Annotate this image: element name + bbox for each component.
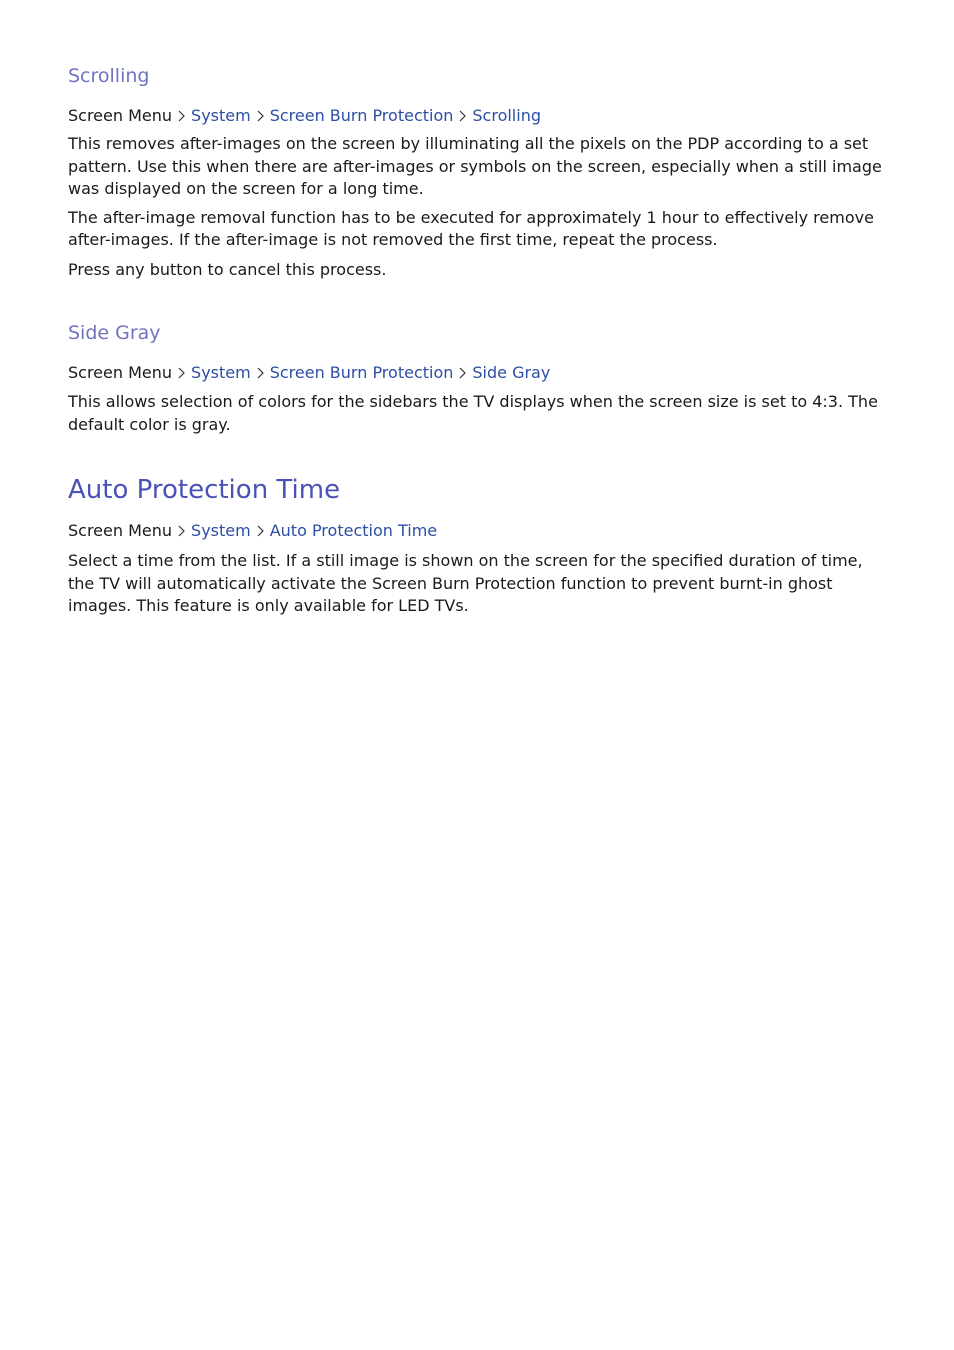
menu-path-link-auto-protection-time[interactable]: Auto Protection Time <box>269 521 438 540</box>
menu-path-link-screen-burn-protection[interactable]: Screen Burn Protection <box>269 363 454 382</box>
menu-path-link-system[interactable]: System <box>191 106 251 125</box>
section-auto-protection-time <box>68 474 888 618</box>
menu-path-link-screen-burn-protection[interactable]: Screen Burn Protection <box>269 106 454 125</box>
chevron-right-icon <box>177 367 186 379</box>
menu-path-root: Screen Menu <box>68 521 173 540</box>
chevron-right-icon <box>256 525 265 537</box>
paragraph: This removes after-images on the screen by illuminating all the pixels on the PDP according to a set pattern. Use this when there are after-images or symbols on the screen, especially when a still image was displayed on the screen for a long time. <box>68 134 882 198</box>
paragraph: This allows selection of colors for the sidebars the TV displays when the screen size is set to 4:3. The default color is gray. <box>68 392 878 434</box>
chevron-right-icon <box>458 110 467 122</box>
section-heading-auto-protection-time: Auto Protection Time <box>68 475 341 505</box>
section-side-gray <box>68 321 888 436</box>
menu-path-scrolling <box>68 105 888 127</box>
paragraph: The after-image removal function has to be executed for approximately 1 hour to effectively remove after-images. If the after-image is not removed the first time, repeat the process. <box>68 207 874 249</box>
menu-path-auto-protection-time <box>68 520 888 542</box>
menu-path-link-system[interactable]: System <box>191 363 251 382</box>
section-heading-side-gray: Side Gray <box>68 322 161 344</box>
menu-path-link-scrolling[interactable]: Scrolling <box>472 106 541 125</box>
menu-path-root: Screen Menu <box>68 363 173 382</box>
menu-path-root: Screen Menu <box>68 106 173 125</box>
chevron-right-icon <box>256 367 265 379</box>
chevron-right-icon <box>177 110 186 122</box>
chevron-right-icon <box>256 110 265 122</box>
paragraph: Select a time from the list. If a still image is shown on the screen for the specified duration of time, the TV will automatically activate the Screen Burn Protection function to prevent burnt-in ghost images. This feature is only available for LED TVs. <box>68 551 863 615</box>
chevron-right-icon <box>458 367 467 379</box>
section-heading-scrolling: Scrolling <box>68 65 150 87</box>
menu-path-side-gray <box>68 362 888 384</box>
menu-path-link-system[interactable]: System <box>191 521 251 540</box>
menu-path-link-side-gray[interactable]: Side Gray <box>472 363 551 382</box>
section-scrolling <box>68 64 888 281</box>
chevron-right-icon <box>177 525 186 537</box>
paragraph: Press any button to cancel this process. <box>68 259 387 279</box>
